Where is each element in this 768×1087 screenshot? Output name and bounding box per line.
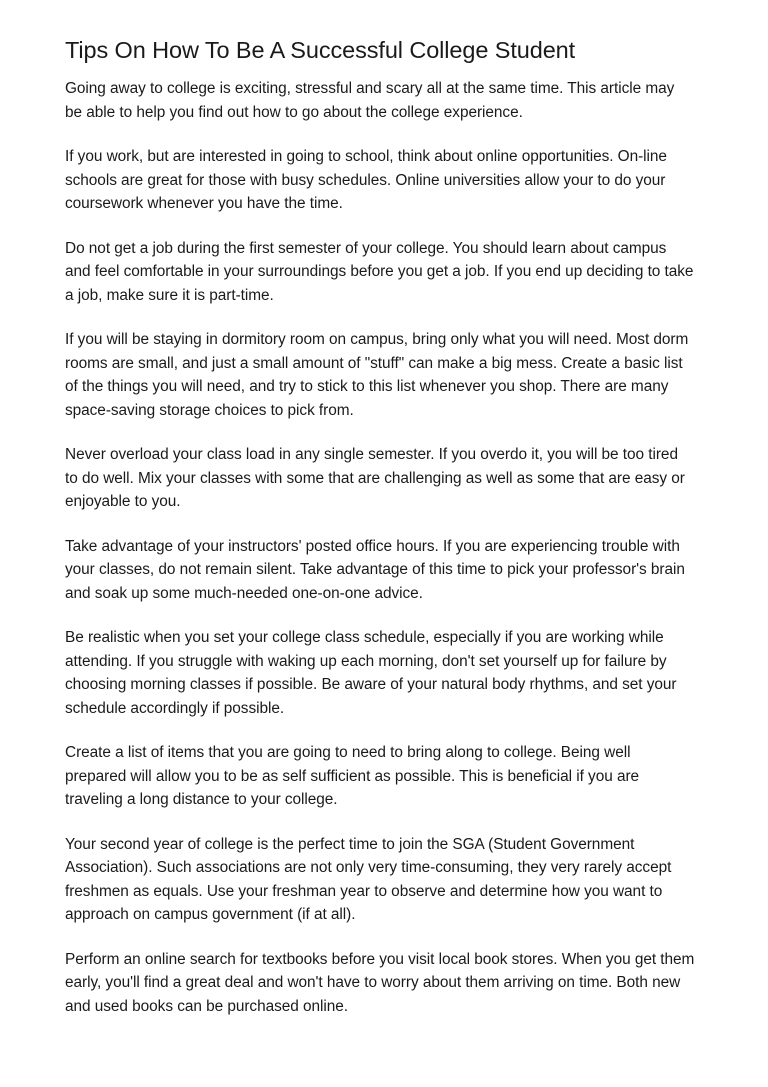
paragraph-line: prepared will allow you to be as self sufficient as possible. This is beneficial if you are — [65, 767, 640, 785]
paragraph-line: schools are great for those with busy schedules. Online universities allow your to do your — [65, 171, 666, 189]
paragraph-line: Do not get a job during the first semester of your college. You should learn about campus — [65, 239, 667, 257]
article-paragraph — [65, 833, 715, 927]
paragraph-line: of the things you will need, and try to stick to this list whenever you shop. There are many — [65, 378, 669, 395]
paragraph-line: Be realistic when you set your college class schedule, especially if you are working while — [65, 629, 664, 646]
article-paragraph — [65, 328, 715, 422]
paragraph-line: schedule accordingly if possible. — [65, 699, 285, 717]
article-paragraph — [65, 626, 715, 720]
paragraph-line: be able to help you find out how to go about the college experience. — [65, 103, 523, 121]
article-paragraph — [65, 948, 715, 1019]
article-paragraph — [65, 741, 715, 812]
paragraph-line: to do well. Mix your classes with some that are challenging as well as some that are easy or — [65, 469, 685, 487]
paragraph-line: and feel comfortable in your surroundings before you get a job. If you end up deciding to take — [65, 263, 694, 280]
page-title: Tips On How To Be A Successful College Student — [65, 37, 576, 63]
article-paragraph — [65, 77, 715, 124]
article-paragraph — [65, 237, 715, 308]
paragraph-line: If you work, but are interested in going to school, think about online opportunities. On-line — [65, 148, 667, 165]
paragraph-line: choosing morning classes if possible. Be aware of your natural body rhythms, and set your — [65, 676, 677, 693]
paragraph-line: your classes, do not remain silent. Take advantage of this time to pick your professor's brain — [65, 561, 685, 578]
document-page — [65, 36, 715, 1039]
article-paragraph — [65, 443, 715, 514]
paragraph-line: Perform an online search for textbooks before you visit local book stores. When you get them — [65, 950, 695, 968]
paragraph-line: freshmen as equals. Use your freshman year to observe and determine how you want to — [65, 882, 663, 900]
paragraph-line: and used books can be purchased online. — [65, 997, 348, 1015]
paragraph-line: Association). Such associations are not only very time-consuming, they very rarely accept — [65, 859, 672, 876]
paragraph-line: attending. If you struggle with waking up each morning, don't set yourself up for failure by — [65, 652, 667, 670]
paragraph-line: traveling a long distance to your college. — [65, 791, 338, 808]
paragraph-line: a job, make sure it is part-time. — [65, 286, 274, 304]
paragraph-line: Create a list of items that you are going to need to bring along to college. Being well — [65, 744, 631, 761]
paragraph-line: Your second year of college is the perfect time to join the SGA (Student Government — [65, 835, 635, 853]
paragraph-line: Going away to college is exciting, stressful and scary all at the same time. This article may — [65, 80, 675, 97]
paragraph-line: rooms are small, and just a small amount of "stuff" can make a big mess. Create a basic list — [65, 354, 683, 372]
paragraph-line: Take advantage of your instructors' posted office hours. If you are experiencing trouble with — [65, 537, 680, 555]
paragraph-line: early, you'll find a great deal and won't have to worry about them arriving on time. Both new — [65, 974, 681, 991]
paragraph-line: space-saving storage choices to pick from. — [65, 401, 354, 419]
paragraph-line: enjoyable to you. — [65, 493, 181, 510]
article-body — [65, 77, 715, 1018]
paragraph-line: and soak up some much-needed one-on-one advice. — [65, 584, 423, 602]
paragraph-line: coursework whenever you have the time. — [65, 195, 343, 212]
paragraph-line: Never overload your class load in any single semester. If you overdo it, you will be too tired — [65, 446, 678, 463]
article-paragraph — [65, 145, 715, 216]
article-paragraph — [65, 535, 715, 606]
paragraph-line: If you will be staying in dormitory room on campus, bring only what you will need. Most dorm — [65, 331, 689, 348]
paragraph-line: approach on campus government (if at all). — [65, 906, 356, 923]
